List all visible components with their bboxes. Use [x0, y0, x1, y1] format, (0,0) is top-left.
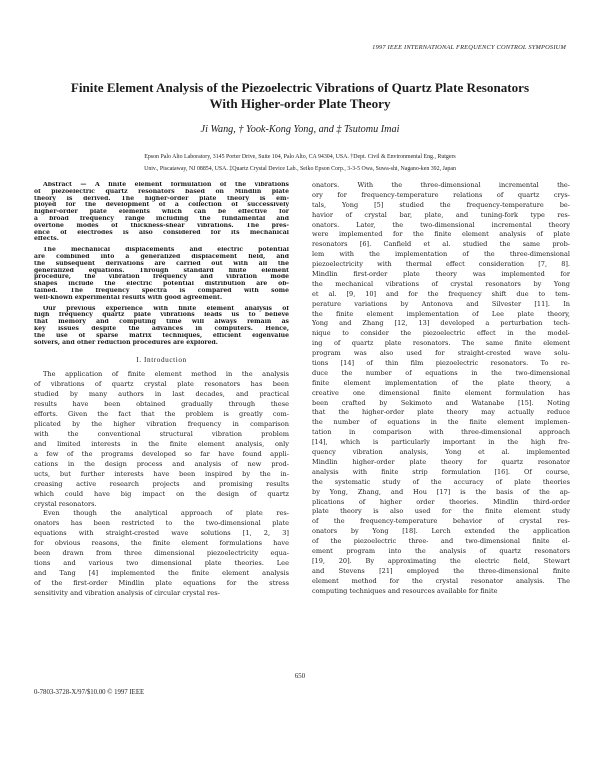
- text-line: of vibrations of quartz crystal plate resonators has been: [34, 380, 289, 389]
- text-line: tions and various two dimensional plate theories. Lee: [34, 559, 289, 568]
- text-line: were implemented for the finite element analysis of plate: [312, 230, 570, 239]
- text-line: [19, 20]. By approximating the electric field, Stewart: [312, 556, 570, 565]
- text-line: shapes include the electric potential distribution are ob-: [34, 281, 289, 288]
- text-line: effects.: [34, 236, 59, 243]
- text-line: tions [14] of thin film piezoelectric resonators. To re-: [312, 359, 570, 368]
- text-line: The mechanical displacements and electric potential: [43, 247, 289, 254]
- affiliations: [26, 152, 574, 175]
- text-line: ployed for the development of a collection of successively: [34, 202, 289, 209]
- text-line: which could have big impact on the design of quartz: [34, 489, 289, 498]
- text-line: onators by Yong [18]. Lerch extended the application: [312, 527, 570, 536]
- text-line: that the higher-order plate theory may actually reduce: [312, 408, 570, 417]
- text-line: a few of the programs developed so far have found appli-: [34, 449, 289, 458]
- text-line: generalized equations. Through standard finite element: [34, 267, 289, 274]
- text-line: Mindlin higher-order plate theory for quartz resonator: [312, 457, 570, 466]
- text-line: of the piezoelectric three- and two-dimensional finite el-: [312, 537, 570, 546]
- text-line: are combined into a generalized displacement field, and: [34, 253, 289, 260]
- text-line: results have been obtained gradually through these: [34, 400, 289, 409]
- text-line: resonators [6]. Canfield et al. studied the same prob-: [312, 240, 570, 249]
- text-line: overtone modes of thickness-shear vibrations. The pres-: [34, 222, 289, 229]
- right-column: [312, 181, 570, 596]
- text-line: solvers, and other reduction procedures are explored.: [34, 339, 218, 346]
- text-line: tation in comparison with three-dimensional approach: [312, 428, 570, 437]
- text-line: creative one dimensional finite element formulation has: [312, 388, 570, 397]
- text-line: and Stevens [21] employed the three-dimensional finite: [312, 566, 570, 575]
- text-line: procedure, the vibration frequency and vibration mode: [34, 274, 289, 281]
- text-line: piezoelectricity with thermal effect consideration [7, 8].: [312, 260, 570, 269]
- text-line: [14], which is particularly important in the high fre-: [312, 438, 570, 447]
- text-line: been drawn from three dimensional piezoelectricity equa-: [34, 549, 289, 558]
- text-line: ement program into the analysis of quartz resonators: [312, 546, 570, 555]
- text-line: Our previous experience with finite element analysis of: [43, 305, 289, 312]
- text-line: high frequency quartz plate vibrations leads us to believe: [34, 312, 289, 319]
- text-line: sensitivity and vibration analysis of circular crystal res-: [34, 588, 220, 597]
- text-line: a broad frequency range including the fundamental and: [34, 215, 289, 222]
- text-line: element method for the crystal resonator analysis. The: [312, 576, 570, 585]
- text-line: the mechanical vibrations of crystal resonators by Yong: [312, 279, 570, 288]
- text-line: the use of sparse matrix techniques, efficient eigenvalue: [34, 332, 289, 339]
- text-line: lem with the implementation of the three-dimensional: [312, 250, 570, 259]
- running-head: 1997 IEEE INTERNATIONAL FREQUENCY CONTROL SYMPOSIUM: [372, 44, 566, 51]
- text-line: ucts, but further interests have been inspired by the in-: [34, 469, 289, 478]
- text-line: plate theory is also used for the finite element study: [312, 507, 570, 516]
- left-column: [34, 182, 289, 599]
- affiliation-line-2: Univ., Piscataway, NJ 08854, USA. ‡Quartz Crystal Device Lab., Seiko Epson Corp., 3-3-5 Owa, Suwa-shi, Nagano-ken 392, Japan: [144, 165, 456, 172]
- text-line: of the frequency-temperature behavior of crystal res-: [312, 517, 570, 526]
- text-line: well-known experimental results with good agreement.: [34, 294, 223, 301]
- text-line: the systematic study of the accuracy of plate theories: [312, 477, 570, 486]
- text-line: the finite element implementation of Lee plate theory,: [312, 309, 570, 318]
- intro-paragraph-1: [34, 370, 289, 509]
- text-line: and limited interests in the finite element analysis, only: [34, 439, 289, 448]
- text-line: with the conventional structural vibration problem: [34, 429, 289, 438]
- title-line-1: Finite Element Analysis of the Piezoelectric Vibrations of Quartz Plate Resonators: [70, 80, 530, 95]
- text-line: equations with straight-crested wave solutions [1, 2, 3]: [34, 529, 289, 538]
- text-line: the number of equations in the finite element implemen-: [312, 418, 570, 427]
- text-line: of the first-order Mindlin plate equations for the stress: [34, 579, 289, 588]
- text-line: Even though the analytical approach of plate res-: [43, 509, 289, 518]
- text-line: ory for frequency-temperature relations of quartz crys-: [312, 190, 570, 199]
- text-line: of piezoelectric quartz resonators based on Mindlin plate: [34, 188, 289, 195]
- intro-paragraph-continued: [312, 181, 570, 596]
- text-line: higher-order plate elements which can be effective for: [34, 209, 289, 216]
- text-line: analysis with finite strip formulation [16]. Of course,: [312, 467, 570, 476]
- text-line: havior of crystal bar, plate, and tuning-fork type res-: [312, 210, 570, 219]
- text-line: quency vibration analysis, Yong et al. implemented: [312, 448, 570, 457]
- text-line: studied by many authors in last decades, and practical: [34, 390, 289, 399]
- text-line: for obvious reasons, the finite element formulations have: [34, 539, 289, 548]
- text-line: efforts. Given the fact that the problem is greatly com-: [34, 410, 289, 419]
- introduction-body: [34, 370, 289, 599]
- text-line: and Tang [4] implemented the finite element analysis: [34, 569, 289, 578]
- text-line: et al. [9, 10] and for the frequency shift due to tem-: [312, 289, 570, 298]
- text-line: plications of higher order theories. Mindlin third-order: [312, 497, 570, 506]
- text-line: ence of electrodes is also considered for its mechanical: [34, 229, 289, 236]
- text-line: that memory and computing time will always remain as: [34, 319, 289, 326]
- text-line: finite element implementation of the plate theory, a: [312, 378, 570, 387]
- abstract-paragraph-1: [34, 182, 289, 243]
- text-line: The application of finite element method in the analysis: [43, 370, 289, 379]
- text-line: duce the number of equations in the two-dimensional: [312, 368, 570, 377]
- text-line: tained. The frequency spectra is compared with some: [34, 287, 289, 294]
- text-line: onators has been restricted to the two-dimensional plate: [34, 519, 289, 528]
- abstract: [34, 182, 289, 346]
- text-line: the subsequent derivations are carried out with all the: [34, 260, 289, 267]
- text-line: program was also used for straight-crested wave solu-: [312, 349, 570, 358]
- text-line: Mindlin first-order plate theory was implemented for: [312, 270, 570, 279]
- text-line: perature variations by Antonova and Silvester [11]. In: [312, 299, 570, 308]
- intro-paragraph-2: [34, 509, 289, 598]
- text-line: cations in the design process and analysis of new prod-: [34, 459, 289, 468]
- text-line: creasing active research projects and promising results: [34, 479, 289, 488]
- text-line: been crafted by Sekimoto and Watanabe [15]. Noting: [312, 398, 570, 407]
- text-line: tals, Yong [5] studied the frequency-temperature be-: [312, 200, 570, 209]
- text-line: plicated by the higher vibration frequency in comparison: [34, 420, 289, 429]
- copyright-notice: 0-7803-3728-X/97/$10.00 © 1997 IEEE: [34, 689, 145, 696]
- text-line: by Yong, Zhang, and Hou [17] is the basis of the ap-: [312, 487, 570, 496]
- text-line: onators. Later, the two-dimensional incremental theory: [312, 220, 570, 229]
- author-list: Ji Wang, † Yook-Kong Yong, and ‡ Tsutomu Imai: [200, 124, 400, 135]
- text-line: onators. With the three-dimensional incremental the-: [312, 181, 570, 189]
- text-line: key issues despite the advances in computers. Hence,: [34, 325, 289, 332]
- abstract-paragraph-3: [34, 306, 289, 347]
- title-line-2: With Higher-order Plate Theory: [209, 96, 391, 111]
- paper-title: [40, 80, 560, 112]
- text-line: Abstract — A finite element formulation of the vibrations: [43, 182, 289, 188]
- page-number: 650: [294, 673, 306, 680]
- text-line: nique to consider the piezoelectric effect in the model-: [312, 329, 570, 338]
- section-heading-introduction: I. Introduction: [136, 356, 187, 365]
- text-line: theory is derived. The higher-order plate theory is em-: [34, 195, 289, 202]
- text-line: Yong and Zhang [12, 13] developed a perturbation tech-: [312, 319, 570, 328]
- text-line: crystal resonators.: [34, 499, 97, 508]
- text-line: ing of quartz plate resonators. The same finite element: [312, 339, 570, 348]
- abstract-paragraph-2: [34, 247, 289, 301]
- affiliation-line-1: Epson Palo Alto Laboratory, 3145 Porter Drive, Suite 104, Palo Alto, CA 94304, USA. †Dept. Civil & Environmental Eng., Rutgers: [144, 154, 456, 160]
- text-line: computing techniques and resources available for finite: [312, 586, 498, 595]
